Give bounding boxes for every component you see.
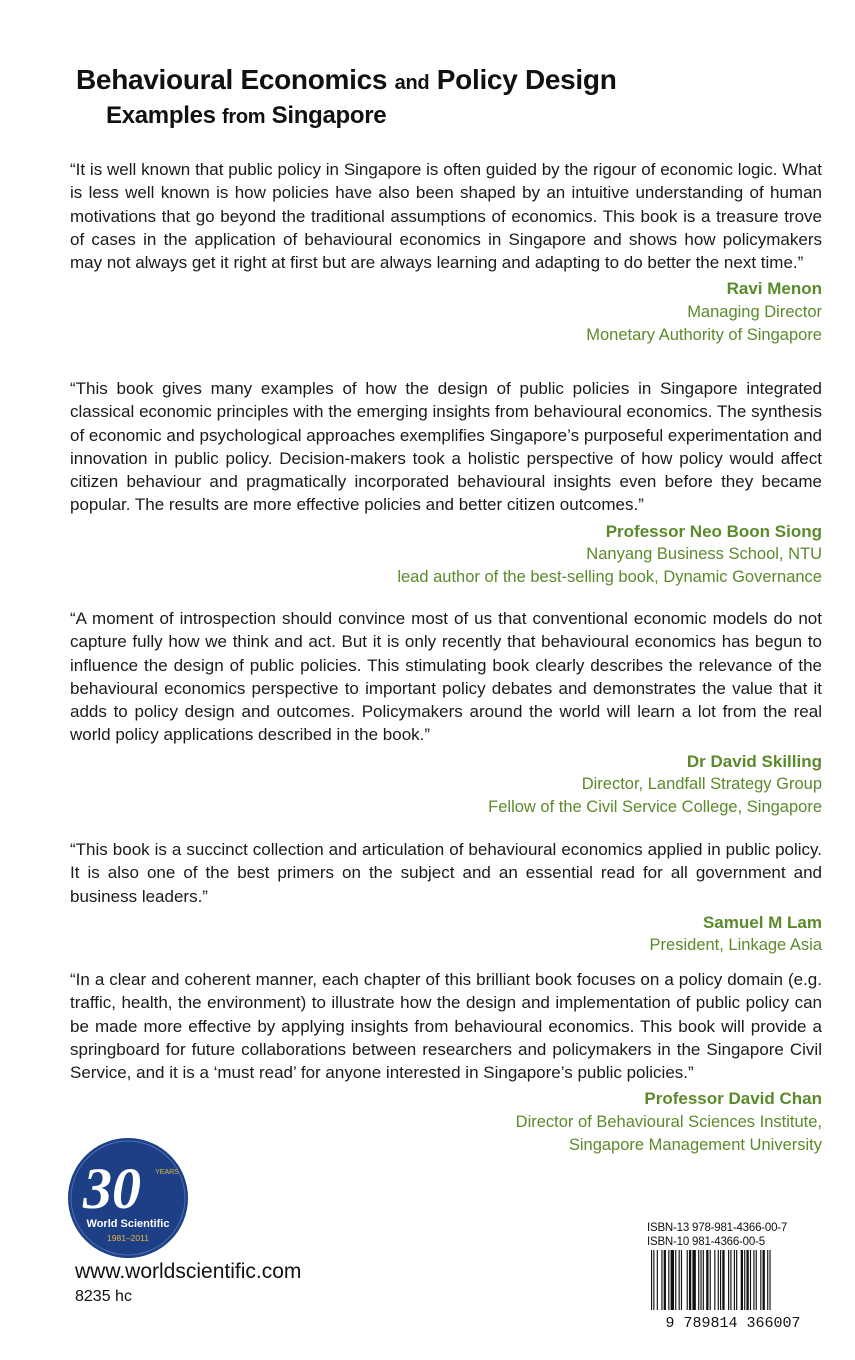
- endorsement-attribution: [70, 520, 822, 590]
- barcode-bar: [767, 1250, 768, 1310]
- barcode-bar: [679, 1250, 680, 1310]
- barcode-bar: [753, 1250, 754, 1310]
- endorser-name: Professor Neo Boon Siong: [605, 521, 822, 541]
- barcode: [647, 1250, 819, 1330]
- endorser-name: Ravi Menon: [726, 279, 822, 299]
- endorsement-david-chan: [70, 968, 822, 1157]
- barcode-bar: [763, 1250, 765, 1310]
- endorsement-quote: “This book gives many examples of how the design of public policies in Singapore integrated classical economic principles with the emerging insights from behavioural economics. The synthesis of economic and psychological approaches exemplifies Singapore’s purposeful experimentation and innovation in public policy. Decision-makers took a holistic perspective of how policy would affect citizen behaviour and pragmatically incorporated behavioural insights even before they became popular. The results are more effective policies and better citizen outcomes.”: [70, 379, 822, 515]
- endorsement-quote: “In a clear and coherent manner, each chapter of this brilliant book focuses on a policy domain (e.g. traffic, health, the environment) to illustrate how the design and implementation of public policy can be made more effective by applying insights from behavioural economics. This book will provide a springboard for future collaborations between researchers and policymakers in the Singapore Civil Service, and it is a ‘must read’ for anyone interested in Singapore’s public policies.”: [70, 970, 822, 1083]
- endorsement-attribution: [70, 911, 822, 958]
- endorsement-neo-boon-siong: [70, 377, 822, 590]
- endorsement-ravi-menon: [70, 158, 822, 347]
- subtitle-place: Singapore: [271, 102, 387, 129]
- barcode-bar: [657, 1250, 658, 1310]
- barcode-bar: [651, 1250, 652, 1310]
- barcode-bar: [769, 1250, 770, 1310]
- endorsement-samuel-lam: [70, 838, 822, 957]
- barcode-bar: [703, 1250, 704, 1310]
- logo-years: YEARS: [155, 1169, 179, 1176]
- barcode-bar: [653, 1250, 654, 1310]
- endorsement-quote: “It is well known that public policy in Singapore is often guided by the rigour of economic logic. What is less well known is how policies have also been shaped by an intuitive understanding of human motivations that go beyond the traditional assumptions of economics. This book is a treasure trove of cases in the application of behavioural economics in Singapore and shows how policymakers may not always get it right at first but are always learning and adapting to do better the next time.”: [70, 160, 822, 273]
- publisher-website[interactable]: www.worldscientific.com: [75, 1260, 302, 1283]
- endorser-role: Nanyang Business School, NTU: [586, 545, 822, 564]
- barcode-bar: [664, 1250, 666, 1310]
- isbn-13: ISBN-13 978-981-4366-00-7: [647, 1222, 788, 1234]
- endorsement-quote: “This book is a succinct collection and articulation of behavioural economics applied in public policy. It is also one of the best primers on the subject and an essential read for all government and business leaders.”: [70, 840, 822, 906]
- barcode-bar: [687, 1250, 688, 1310]
- barcode-bar: [728, 1250, 729, 1310]
- endorser-role: Singapore Management University: [568, 1136, 822, 1155]
- barcode-digits: 9 789814 366007: [665, 1315, 801, 1330]
- barcode-bar: [734, 1250, 735, 1310]
- isbn-block: [647, 1221, 819, 1330]
- barcode-bar: [698, 1250, 699, 1310]
- title-block: [76, 62, 617, 132]
- barcode-bar: [671, 1250, 674, 1310]
- endorsement-quote: “A moment of introspection should convince most of us that conventional economic models do not capture fully how we think and act. But it is only recently that behavioural economics has begun to influence the design of public policies. This stimulating book clearly describes the relevance of the behavioural economics perspective to important policy debates and demonstrates the value that it adds to policy design and outcomes. Policymakers around the world will learn a lot from the real world policy applications described in the book.”: [70, 609, 822, 745]
- title-part1: Behavioural Economics: [76, 64, 388, 95]
- book-subtitle: [106, 101, 617, 132]
- barcode-bar: [720, 1250, 721, 1310]
- barcode-bar: [718, 1250, 719, 1310]
- endorser-name: Dr David Skilling: [686, 751, 822, 771]
- barcode-bar: [710, 1250, 711, 1310]
- isbn-10: ISBN-10 981-4366-00-5: [647, 1236, 765, 1248]
- endorsement-david-skilling: [70, 607, 822, 820]
- barcode-bar: [730, 1250, 731, 1310]
- barcode-bar: [714, 1250, 715, 1310]
- barcode-bar: [692, 1250, 695, 1310]
- barcode-bar: [700, 1250, 701, 1310]
- barcode-bar: [675, 1250, 676, 1310]
- barcode-bar: [760, 1250, 761, 1310]
- subtitle-from: from: [222, 106, 266, 128]
- barcode-bar: [661, 1250, 662, 1310]
- endorser-role: Fellow of the Civil Service College, Singapore: [488, 798, 822, 817]
- barcode-bar: [668, 1250, 669, 1310]
- endorser-role: Director of Behavioural Sciences Institute,: [515, 1112, 822, 1131]
- title-and: and: [394, 72, 430, 94]
- endorsement-attribution: [70, 277, 822, 347]
- endorsement-attribution: [70, 750, 822, 820]
- barcode-bar: [741, 1250, 743, 1310]
- endorser-name: Samuel M Lam: [702, 912, 822, 932]
- endorser-role: President, Linkage Asia: [649, 936, 822, 955]
- barcode-bar: [750, 1250, 751, 1310]
- barcode-bar: [689, 1250, 691, 1310]
- barcode-bar: [756, 1250, 757, 1310]
- barcode-bars: [651, 1250, 771, 1310]
- endorser-role: Monetary Authority of Singapore: [586, 326, 822, 345]
- product-code: 8235 hc: [75, 1288, 132, 1305]
- barcode-bar: [722, 1250, 724, 1310]
- endorser-role: lead author of the best-selling book, Dynamic Governance: [397, 568, 822, 587]
- barcode-bar: [744, 1250, 745, 1310]
- barcode-bar: [746, 1250, 748, 1310]
- logo-number: 30: [83, 1156, 141, 1221]
- barcode-bar: [736, 1250, 737, 1310]
- title-part2: Policy Design: [436, 64, 617, 95]
- world-scientific-30-years-logo: [66, 1136, 190, 1260]
- logo-publisher: World Scientific: [86, 1218, 170, 1230]
- barcode-bar: [681, 1250, 682, 1310]
- endorser-role: Director, Landfall Strategy Group: [581, 775, 822, 794]
- barcode-bar: [706, 1250, 708, 1310]
- subtitle-main: Examples: [106, 102, 216, 129]
- logo-years-span: 1981–2011: [107, 1233, 149, 1243]
- endorser-name: Professor David Chan: [644, 1089, 822, 1109]
- endorser-role: Managing Director: [687, 302, 822, 321]
- book-title: [76, 62, 617, 101]
